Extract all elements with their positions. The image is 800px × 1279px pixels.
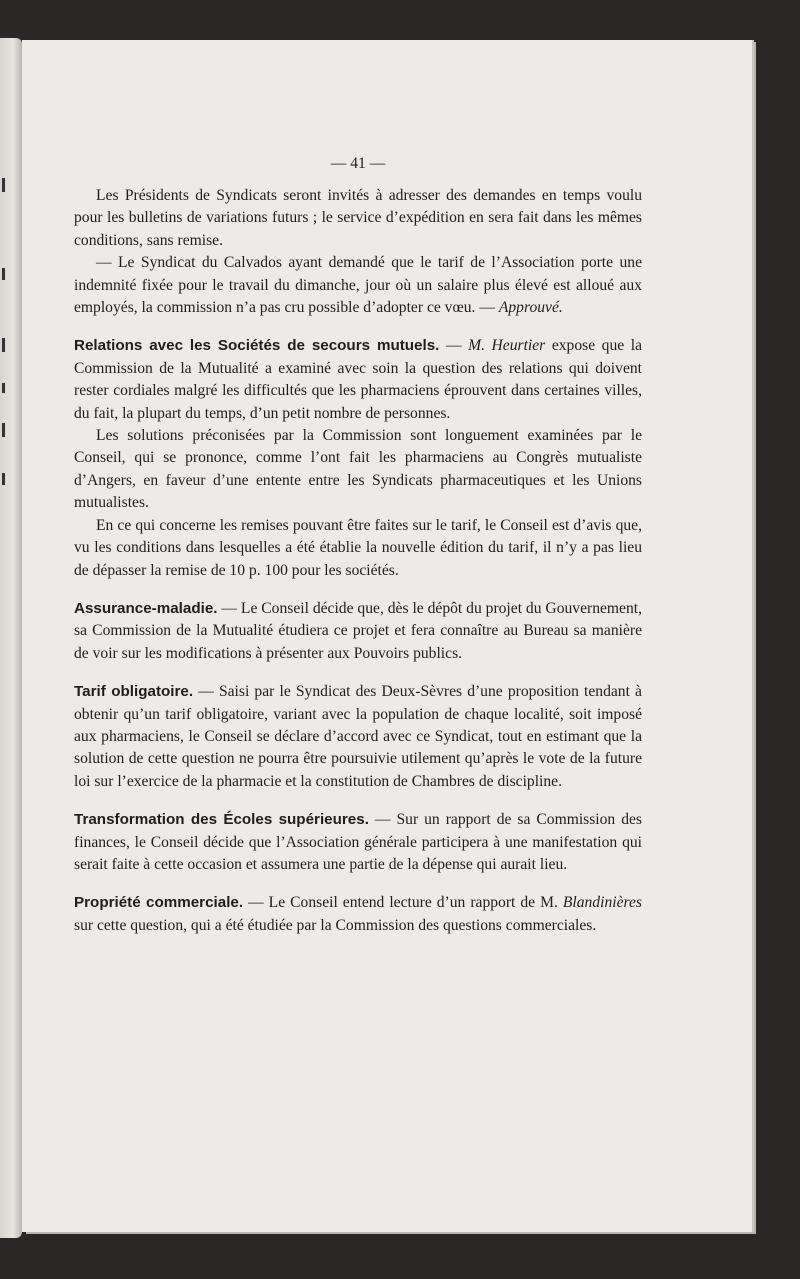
section-text: expose que la Commission de la Mutualité a examiné avec soin la question des relations qui doivent rester cordiales malgré les difficultés que les pharmaciens éprouvent dans certaines villes, du fait, la plupart du temps, d’un petit nombre de personnes. [74,337,643,422]
page-number: — 41 — [330,155,386,172]
calvados-text: — Le Syndicat du Calvados ayant demandé que le tarif de l’Association porte une indemnité fixée pour le travail du dimanche, jour où un salaire plus élevé est alloué aux employés, la commission n’a pas cru possible d’adopter ce vœu. — [74,254,642,317]
facing-page-mark [2,338,5,352]
section-paragraph [74,598,642,665]
section-lead: — [445,337,462,355]
facing-page-mark [2,268,5,280]
section-paragraph: En ce qui concerne les remises pouvant être faites sur le tarif, le Conseil est d’avis que, vu les conditions dans lesquelles a été établie la nouvelle édition du tarif, il n’y a pas lieu de dépasser la remise de 10 p. 100 pour les sociétés. [74,516,642,579]
facing-page-mark [2,423,5,437]
section-text-after: sur cette question, qui a été étudiée par la Commission des questions commerciales. [74,916,597,934]
section-paragraph [74,681,642,793]
section-paragraph [74,335,642,425]
section-heading: Tarif obligatoire. [74,683,194,701]
section-text: — Le Conseil décide que, dès le dépôt du projet du Gouvernement, sa Commission de la Mutualité étudiera ce projet et fera connaître au Bureau sa manière de voir sur les modifications à présenter aux Pouvoirs publics. [74,599,642,662]
calvados-paragraph [74,252,642,319]
rapporteur-name: Blandinières [562,894,642,912]
section-heading: Assurance-maladie. [74,599,218,617]
facing-page-mark [2,473,5,485]
facing-page-mark [2,383,5,393]
section-mandatory-tariff [74,681,642,793]
section-heading: Propriété commerciale. [74,894,244,912]
section-text: — Le Conseil entend lecture d’un rapport de M. [248,894,558,912]
document-page [22,40,752,1232]
section-paragraph [74,809,642,876]
section-text: — Sur un rapport de sa Commission des finances, le Conseil décide que l’Association générale participera à une manifestation qui serait faite à cette occasion et assumera une partie de la dépense qui aurait lieu. [74,811,642,873]
intro-paragraph: Les Présidents de Syndicats seront invités à adresser des demandes en temps voulu pour les bulletins de variations futurs ; le service d’expédition en sera fait dans les mêmes conditions, sans remise. [74,187,642,249]
section-text: — Saisi par le Syndicat des Deux-Sèvres d’une proposition tendant à obtenir qu’un tarif obligatoire, variant avec la population de chaque localité, soit imposé aux pharmaciens, le Conseil se déclare d’accord avec ce Syndicat, tout en estimant que la solution de cette question ne pourra être poursuivie utilement qu’après le vote de la future loi sur l’exercice de la pharmacie et la constitution de Chambres de discipline. [74,683,642,790]
section-heading: Transformation des Écoles supérieures. [74,811,369,829]
section-commercial-property [74,892,642,937]
approved-label: Approuvé. [498,299,563,317]
section-paragraph: Les solutions préconisées par la Commission sont longuement examinées par le Conseil, qui se prononce, comme l’ont fait les pharmaciens au Congrès mutualiste d’Angers, en faveur d’une entente entre les Syndicats pharmaceutiques et les Unions mutualistes. [74,427,642,512]
section-mutual-societies [74,335,642,581]
speaker-name: M. Heurtier [468,337,546,355]
body-text [74,185,642,937]
section-paragraph [74,892,642,937]
facing-page-edge [0,38,22,1238]
facing-page-mark [2,178,5,192]
section-health-insurance [74,598,642,665]
section-higher-schools [74,809,642,876]
section-heading: Relations avec les Sociétés de secours mutuels. [74,337,440,355]
